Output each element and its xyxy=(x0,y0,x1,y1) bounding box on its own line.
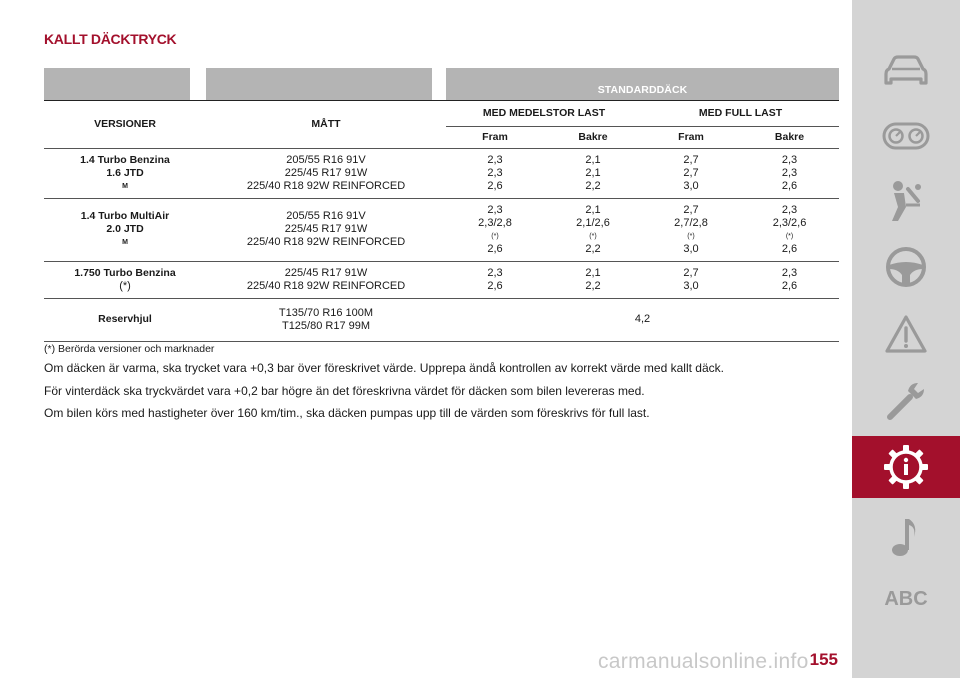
footnote-mark: (*) xyxy=(589,232,597,240)
abc-index-icon[interactable] xyxy=(852,568,960,630)
mid-rear-header: Bakre xyxy=(544,126,642,148)
full-rear-cell xyxy=(740,198,839,261)
pressure-value: 2,6 xyxy=(781,242,798,255)
pressure-value: 2,1 xyxy=(585,153,601,166)
footnote-mark: (*) xyxy=(119,279,131,292)
pressure-value: 2,3 xyxy=(781,203,798,216)
gauges-icon[interactable] xyxy=(852,105,960,167)
pressure-value: 2,3 xyxy=(487,203,503,216)
version-name: 1.4 Turbo Benzina xyxy=(80,153,170,166)
pressure-value: 3,0 xyxy=(683,279,699,292)
footnote: (*) Berörda versioner och marknader xyxy=(44,343,215,355)
pressure-value: 3,0 xyxy=(683,242,699,255)
size-cell xyxy=(206,261,446,298)
table-row xyxy=(44,198,839,261)
spare-label: Reservhjul xyxy=(44,298,206,341)
seatbelt-person-icon[interactable] xyxy=(852,170,960,232)
mid-load-header: MED MEDELSTOR LAST xyxy=(446,100,642,126)
version-cell xyxy=(44,261,206,298)
pressure-value: 2,3/2,8 xyxy=(478,216,512,229)
full-front-cell xyxy=(642,198,740,261)
tire-size: 225/45 R17 91W xyxy=(284,166,368,179)
pressure-value: 2,1/2,6 xyxy=(576,216,610,229)
version-cell xyxy=(44,148,206,198)
full-front-header: Fram xyxy=(642,126,740,148)
pressure-value: 2,6 xyxy=(781,279,798,292)
pressure-value: 2,2 xyxy=(585,179,601,192)
paragraph: Om bilen körs med hastigheter över 160 km/tim., ska däcken pumpas upp till de värden som föreskrivs för full last. xyxy=(44,406,650,420)
footnote-mark: (*) xyxy=(491,232,499,240)
full-rear-cell xyxy=(740,148,839,198)
pressure-value: 2,1 xyxy=(585,166,601,179)
band-cell xyxy=(44,68,190,100)
version-name: 1.4 Turbo MultiAir xyxy=(80,210,170,222)
pressure-value: 2,6 xyxy=(487,179,503,192)
full-load-header: MED FULL LAST xyxy=(642,100,839,126)
version-name: 2.0 JTD xyxy=(106,223,144,235)
tire-size: 225/45 R17 91W xyxy=(284,223,368,235)
versions-header: VERSIONER xyxy=(44,100,206,148)
pressure-value: 2,3 xyxy=(781,266,798,279)
spare-pressure: 4,2 xyxy=(446,298,839,341)
standard-tires-header: STANDARDDÄCK xyxy=(446,68,839,100)
pressure-value: 2,2 xyxy=(585,242,601,255)
gear-info-icon[interactable] xyxy=(852,436,960,498)
table-row xyxy=(44,261,839,298)
tire-size: 205/55 R16 91V xyxy=(286,153,366,166)
pressure-value: 2,6 xyxy=(781,179,798,192)
pressure-value: 2,7 xyxy=(683,153,699,166)
page-number: 155 xyxy=(809,650,838,669)
pressure-value: 2,7/2,8 xyxy=(674,216,708,229)
full-front-cell xyxy=(642,261,740,298)
mid-front-cell xyxy=(446,198,544,261)
pressure-value: 3,0 xyxy=(683,179,699,192)
pressure-value: 2,7 xyxy=(683,266,699,279)
version-name: 1.6 JTD xyxy=(106,166,144,179)
size-header: MÅTT xyxy=(206,100,446,148)
paragraph: Om däcken är varma, ska trycket vara +0,3 bar över föreskrivet värde. Upprepa ändå kontrollen av korrekt värde med kallt däck. xyxy=(44,361,724,375)
pressure-value: 2,3 xyxy=(487,153,503,166)
tire-size: 225/40 R18 92W REINFORCED xyxy=(246,236,406,248)
version-subscript: M xyxy=(122,182,128,190)
footnote-mark: (*) xyxy=(785,232,794,240)
wrench-icon[interactable] xyxy=(852,370,960,432)
pressure-value: 2,3 xyxy=(487,166,503,179)
tire-size: 225/45 R17 91W xyxy=(284,266,368,279)
table-row-spare xyxy=(44,298,839,341)
full-rear-header: Bakre xyxy=(740,126,839,148)
abc-label: ABC xyxy=(884,587,928,610)
pressure-value: 2,3/2,6 xyxy=(772,216,807,229)
pressure-value: 2,6 xyxy=(487,279,503,292)
pressure-value: 2,3 xyxy=(487,266,503,279)
mid-front-header: Fram xyxy=(446,126,544,148)
section-title: KALLT DÄCKTRYCK xyxy=(44,31,177,47)
tire-size: T135/70 R16 100M xyxy=(278,306,374,319)
mid-rear-cell xyxy=(544,261,642,298)
full-rear-cell xyxy=(740,261,839,298)
mid-rear-cell xyxy=(544,148,642,198)
steering-wheel-icon[interactable] xyxy=(852,236,960,298)
watermark: carmanualsonline.info xyxy=(598,650,809,673)
tire-size: T125/80 R17 99M xyxy=(281,319,371,332)
mid-front-cell xyxy=(446,261,544,298)
pressure-value: 2,3 xyxy=(781,153,798,166)
chapter-sidebar xyxy=(852,0,960,678)
band-cell xyxy=(206,68,432,100)
footnote-mark: (*) xyxy=(687,232,695,240)
tire-size: 225/40 R18 92W REINFORCED xyxy=(246,279,406,292)
pressure-value: 2,7 xyxy=(683,203,699,216)
version-subscript: M xyxy=(122,239,128,246)
pressure-value: 2,3 xyxy=(781,166,798,179)
size-cell xyxy=(206,148,446,198)
pressure-value: 2,1 xyxy=(585,266,601,279)
size-cell xyxy=(206,298,446,341)
pressure-value: 2,2 xyxy=(585,279,601,292)
version-name: 1.750 Turbo Benzina xyxy=(74,266,176,279)
car-icon[interactable] xyxy=(852,40,960,102)
tire-size: 205/55 R16 91V xyxy=(286,210,366,222)
mid-rear-cell xyxy=(544,198,642,261)
pressure-value: 2,6 xyxy=(487,242,503,255)
music-note-icon[interactable] xyxy=(852,506,960,568)
size-cell xyxy=(206,198,446,261)
warning-triangle-icon[interactable] xyxy=(852,303,960,365)
mid-front-cell xyxy=(446,148,544,198)
table-row xyxy=(44,148,839,198)
paragraph: För vinterdäck ska tryckvärdet vara +0,2 bar högre än det föreskrivna värdet för däcken som bilen levereras med. xyxy=(44,384,645,398)
table-header-row xyxy=(44,100,839,126)
tire-size: 225/40 R18 92W REINFORCED xyxy=(246,179,406,192)
band-gap xyxy=(190,68,206,100)
pressure-value: 2,7 xyxy=(683,166,699,179)
full-front-cell xyxy=(642,148,740,198)
tire-pressure-table xyxy=(44,68,839,342)
pressure-value: 2,1 xyxy=(585,203,601,216)
band-gap xyxy=(432,68,446,100)
table-band-row xyxy=(44,68,839,100)
version-cell xyxy=(44,198,206,261)
